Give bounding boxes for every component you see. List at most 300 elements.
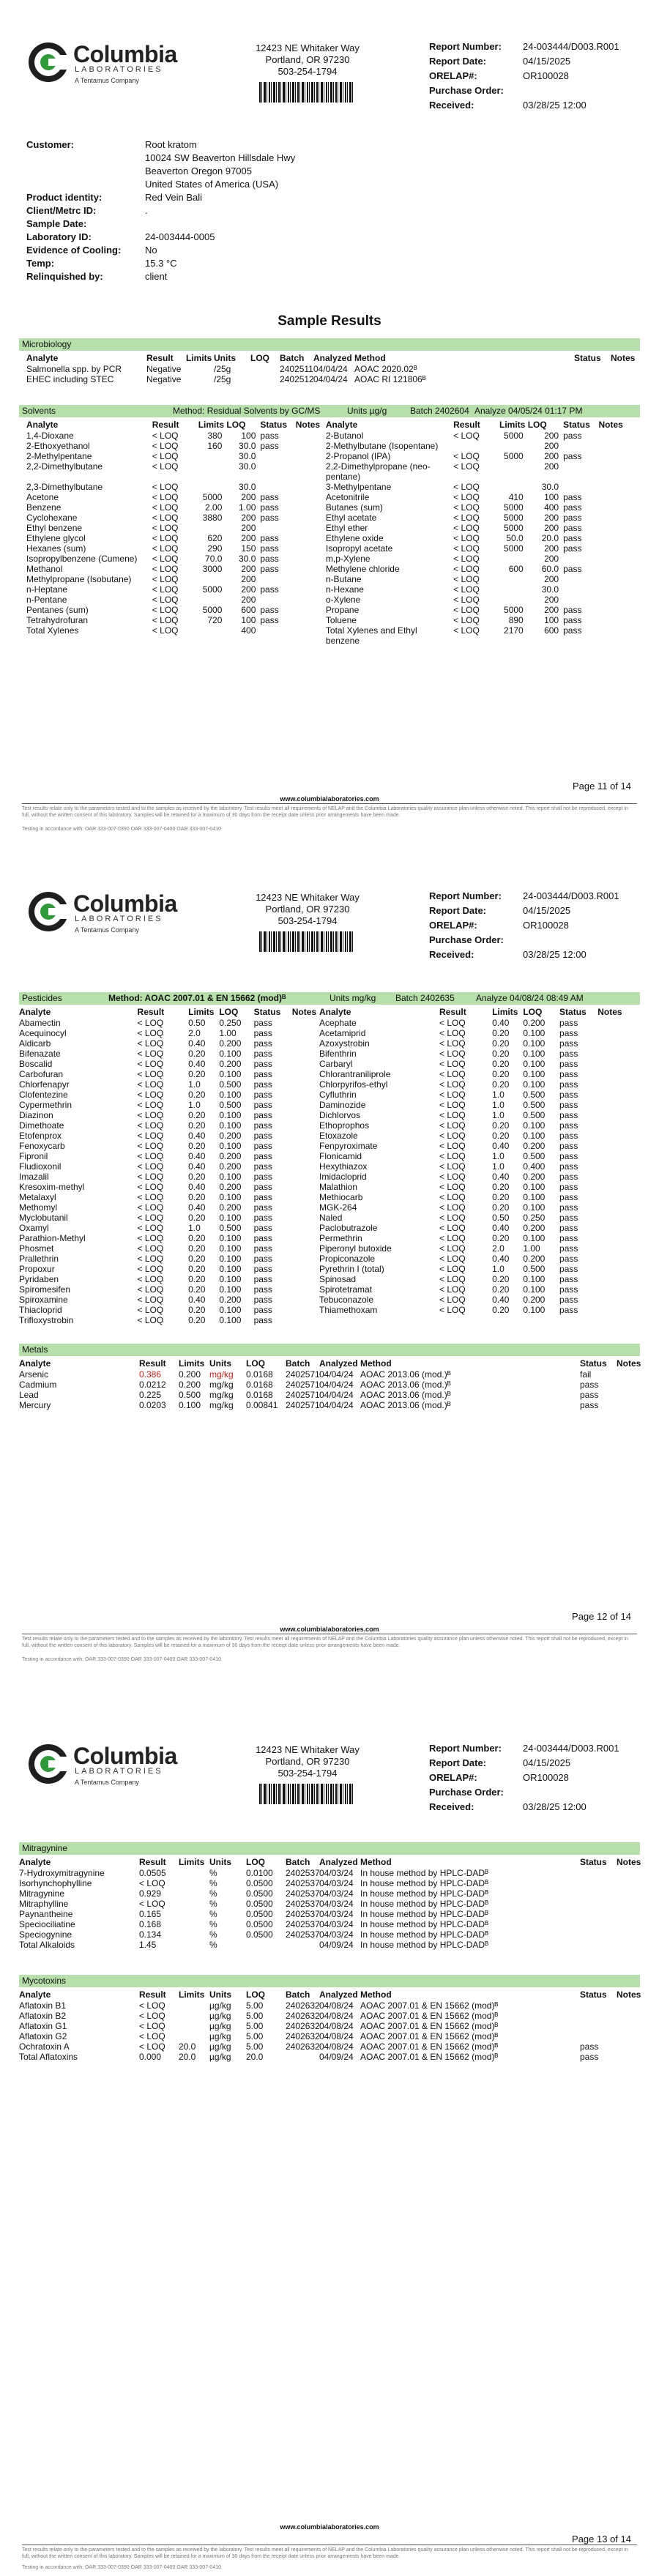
table-cell: 0.100: [523, 1284, 546, 1295]
table-cell: [573, 374, 609, 384]
table-cell: 0.500: [523, 1264, 546, 1274]
table-cell: Ethylene glycol: [26, 533, 86, 543]
customer-info: [26, 139, 627, 284]
column-header: Batch: [280, 353, 305, 363]
table-cell: pass: [260, 605, 279, 615]
address-line2: Portland, OR 97230: [265, 1756, 350, 1767]
table-cell: 2402571: [286, 1369, 320, 1380]
table-cell: < LOQ: [453, 492, 480, 502]
table-cell: < LOQ: [152, 625, 179, 636]
table-cell: 0.100: [523, 1059, 546, 1069]
table-cell: < LOQ: [137, 1284, 164, 1295]
table-row: [25, 543, 633, 554]
customer-field-label: Evidence of Cooling:: [26, 245, 122, 256]
table-row: [25, 574, 633, 584]
table-cell: pass: [580, 1380, 599, 1390]
solvents-table: [25, 419, 633, 646]
table-cell: 0.500: [523, 1110, 546, 1120]
table-cell: 400: [544, 502, 559, 513]
received: 03/28/25 12:00: [523, 949, 587, 960]
table-cell: < LOQ: [439, 1284, 466, 1295]
table-cell: 0.20: [492, 1233, 510, 1243]
table-row: [18, 1390, 633, 1400]
table-cell: [562, 441, 597, 451]
table-row: [18, 1868, 633, 1878]
table-cell: 2402571: [286, 1380, 320, 1390]
table-cell: pass: [253, 1202, 272, 1213]
table-cell: Isopropyl acetate: [325, 543, 393, 554]
table-cell: mg/kg: [209, 1400, 234, 1410]
table-cell: 0.20: [188, 1243, 206, 1254]
table-cell: 0.100: [219, 1233, 242, 1243]
orelap: OR100028: [523, 1772, 569, 1783]
table-cell: [578, 2011, 615, 2021]
table-cell: Clofentezine: [19, 1090, 68, 1100]
table-cell: [258, 574, 294, 584]
table-cell: < LOQ: [137, 1028, 164, 1038]
table-cell: %: [209, 1919, 217, 1929]
table-row: [25, 492, 633, 502]
table-cell: pass: [559, 1172, 578, 1182]
table-cell: Total Xylenes: [26, 625, 79, 636]
table-cell: Propane: [325, 605, 360, 615]
table-row: [18, 1878, 633, 1888]
table-header-row: [18, 1006, 633, 1018]
report-date: 04/15/2025: [523, 1757, 571, 1768]
table-cell: 1.0: [188, 1079, 201, 1090]
customer-field-label: Product identity:: [26, 192, 103, 203]
table-cell: pass: [559, 1049, 578, 1059]
table-cell: Pentanes (sum): [26, 605, 89, 615]
table-cell: Paynantheine: [19, 1909, 73, 1919]
footer-disclaimer: Test results relate only to the parameters tested and to the samples as received by the laboratory. Test results meet all requirements of NELAP and the Columbia Laboratories quality assurance plan unless otherwise noted. This report shall not be reproduced, except in full, without the written consent of this laboratory. Samples will be retained for a maximum of 30 days from the receipt date unless prior arrangements have been made.: [22, 806, 628, 818]
table-cell: fail: [580, 1369, 592, 1380]
table-cell: 0.40: [492, 1141, 510, 1151]
page-header: [0, 1702, 659, 1841]
table-cell: Aflatoxin B1: [19, 2000, 67, 2011]
table-row: [18, 1295, 633, 1305]
table-cell: [578, 2021, 615, 2031]
table-cell: Acetamiprid: [319, 1028, 366, 1038]
table-row: [18, 1315, 633, 1325]
table-cell: In house method by HPLC-DADᴮ: [360, 1899, 489, 1909]
table-cell: [562, 595, 597, 605]
table-cell: < LOQ: [137, 1172, 164, 1182]
table-cell: [291, 1223, 318, 1233]
table-cell: [177, 2031, 208, 2041]
table-row: [25, 595, 633, 605]
column-header: Analyzed: [319, 1857, 358, 1867]
table-cell: 0.20: [188, 1264, 206, 1274]
table-cell: 200: [544, 441, 559, 451]
mitragynine-label: Mitragynine: [22, 1843, 68, 1853]
table-cell: [596, 1254, 633, 1264]
table-cell: [597, 574, 633, 584]
column-header: LOQ: [250, 353, 269, 363]
table-cell: < LOQ: [439, 1018, 466, 1028]
table-cell: pass: [253, 1038, 272, 1049]
table-cell: 1.00: [219, 1028, 237, 1038]
table-cell: 0.20: [188, 1284, 206, 1295]
table-cell: 30.0: [541, 584, 559, 595]
table-cell: < LOQ: [439, 1182, 466, 1192]
table-cell: Fludioxonil: [19, 1161, 62, 1172]
table-cell: 2402537: [286, 1878, 320, 1888]
footer-url: www.columbialaboratories.com: [280, 2523, 379, 2531]
table-cell: < LOQ: [453, 595, 480, 605]
table-cell: Total Xylenes and Ethyl benzene: [325, 625, 417, 646]
table-cell: Kresoxim-methyl: [19, 1182, 85, 1192]
table-cell: Fipronil: [19, 1151, 48, 1161]
table-cell: 200: [241, 523, 256, 533]
table-cell: pass: [253, 1059, 272, 1069]
table-cell: 50.0: [506, 533, 524, 543]
table-cell: pass: [253, 1161, 272, 1172]
table-cell: pass: [260, 615, 279, 625]
table-cell: [498, 482, 526, 492]
table-cell: 0.200: [219, 1131, 242, 1141]
table-cell: Tebuconazole: [319, 1295, 374, 1305]
table-cell: pass: [559, 1120, 578, 1131]
table-cell: Aflatoxin G2: [19, 2031, 67, 2041]
table-cell: < LOQ: [137, 1243, 164, 1254]
table-cell: Ethyl benzene: [26, 523, 83, 533]
table-cell: %: [209, 1909, 217, 1919]
table-cell: 0.200: [523, 1172, 546, 1182]
table-cell: 2402512: [280, 374, 314, 384]
table-cell: [291, 1120, 318, 1131]
table-cell: pass: [559, 1284, 578, 1295]
page-header: [0, 849, 659, 989]
table-cell: 0.20: [188, 1049, 206, 1059]
lab-address: [242, 1744, 373, 1779]
pesticides-label: Pesticides: [22, 993, 62, 1003]
table-cell: Abamectin: [19, 1018, 61, 1028]
table-cell: pass: [260, 492, 279, 502]
table-cell: [258, 482, 294, 492]
table-cell: 0.386: [139, 1369, 162, 1380]
table-cell: 0.200: [219, 1295, 242, 1305]
table-cell: 0.20: [492, 1028, 510, 1038]
table-cell: [596, 1100, 633, 1110]
column-header: Status: [260, 420, 288, 430]
table-cell: 0.20: [188, 1213, 206, 1223]
table-cell: µg/kg: [209, 2031, 231, 2041]
table-cell: 600: [508, 564, 524, 574]
table-cell: 0.40: [492, 1172, 510, 1182]
table-cell: 5000: [504, 513, 524, 523]
po-label: Purchase Order:: [429, 934, 504, 945]
table-cell: [291, 1295, 318, 1305]
table-cell: < LOQ: [439, 1049, 466, 1059]
table-cell: [498, 584, 526, 595]
table-cell: [258, 595, 294, 605]
table-cell: 04/04/24: [319, 1390, 354, 1400]
table-cell: [291, 1049, 318, 1059]
table-cell: [596, 1131, 633, 1141]
table-cell: < LOQ: [439, 1038, 466, 1049]
table-cell: 0.100: [523, 1192, 546, 1202]
table-cell: Phosmet: [19, 1243, 54, 1254]
table-cell: < LOQ: [453, 461, 480, 472]
table-cell: 5000: [504, 502, 524, 513]
table-cell: [197, 461, 226, 482]
table-cell: pass: [563, 513, 582, 523]
table-cell: < LOQ: [152, 523, 179, 533]
table-cell: < LOQ: [453, 451, 480, 461]
table-cell: [491, 1315, 521, 1325]
table-cell: [597, 502, 633, 513]
table-cell: 0.20: [188, 1192, 206, 1202]
table-cell: [498, 554, 526, 564]
table-cell: [291, 1264, 318, 1274]
table-cell: < LOQ: [439, 1172, 466, 1182]
table-cell: 0.40: [188, 1161, 206, 1172]
table-cell: 0.40: [188, 1182, 206, 1192]
customer-field-label: Temp:: [26, 258, 55, 269]
table-cell: [596, 1264, 633, 1274]
table-cell: [291, 1243, 318, 1254]
table-cell: Imazalil: [19, 1172, 49, 1182]
received: 03/28/25 12:00: [523, 100, 587, 111]
table-row: [25, 374, 633, 384]
table-cell: 0.200: [219, 1202, 242, 1213]
table-row: [18, 1899, 633, 1909]
table-cell: 5000: [504, 431, 524, 441]
table-row: [18, 2011, 633, 2021]
table-cell: < LOQ: [137, 1090, 164, 1100]
table-row: [25, 482, 633, 492]
table-cell: Fenoxycarb: [19, 1141, 65, 1151]
orelap: OR100028: [523, 70, 569, 81]
table-cell: 0.100: [523, 1182, 546, 1192]
table-row: [25, 513, 633, 523]
mycotoxins-band: [19, 1975, 640, 1987]
table-cell: 0.200: [179, 1369, 201, 1380]
footer-url: www.columbialaboratories.com: [280, 1626, 379, 1633]
table-cell: [578, 1909, 615, 1919]
table-row: [18, 1028, 633, 1038]
report-date: 04/15/2025: [523, 56, 571, 67]
table-cell: 0.200: [219, 1182, 242, 1192]
table-cell: [597, 441, 633, 451]
table-cell: AOAC 2013.06 (mod.)ᴮ: [360, 1400, 451, 1410]
table-cell: 0.0500: [246, 1899, 273, 1909]
table-cell: < LOQ: [137, 1018, 164, 1028]
table-row: [18, 1380, 633, 1390]
table-row: [25, 461, 633, 482]
table-cell: 2.0: [188, 1028, 201, 1038]
table-cell: 0.40: [188, 1151, 206, 1161]
table-cell: 0.200: [219, 1151, 242, 1161]
table-cell: < LOQ: [453, 431, 480, 441]
table-cell: pass: [559, 1243, 578, 1254]
table-cell: 20.0: [541, 533, 559, 543]
table-cell: Parathion-Methyl: [19, 1233, 86, 1243]
address-line2: Portland, OR 97230: [265, 54, 350, 65]
table-cell: < LOQ: [439, 1264, 466, 1274]
table-cell: 0.0168: [246, 1369, 273, 1380]
table-cell: [596, 1284, 633, 1295]
table-cell: 0.500: [219, 1079, 242, 1090]
table-cell: [596, 1090, 633, 1100]
table-cell: 0.100: [219, 1090, 242, 1100]
table-cell: [596, 1120, 633, 1131]
column-header: Method: [360, 1358, 392, 1369]
table-cell: In house method by HPLC-DADᴮ: [360, 1909, 489, 1919]
report-number-label: Report Number:: [429, 890, 502, 901]
customer-field-label: Customer:: [26, 139, 75, 150]
report-page-12: [0, 858, 659, 1716]
table-cell: pass: [559, 1264, 578, 1274]
column-header: Limits: [198, 420, 225, 430]
table-cell: 04/03/24: [319, 1909, 354, 1919]
table-cell: 0.100: [523, 1274, 546, 1284]
table-cell: Carbaryl: [319, 1059, 353, 1069]
table-cell: pass: [253, 1151, 272, 1161]
mycotoxins-label: Mycotoxins: [22, 1976, 67, 1986]
table-cell: pass: [260, 584, 279, 595]
sample-results-title: Sample Results: [278, 313, 381, 329]
table-cell: Spiromesifen: [19, 1284, 71, 1295]
table-cell: /25g: [214, 364, 231, 374]
table-cell: pass: [559, 1182, 578, 1192]
table-cell: pass: [559, 1192, 578, 1202]
table-cell: µg/kg: [209, 2041, 231, 2052]
table-cell: pass: [559, 1161, 578, 1172]
company-logo: [26, 1742, 177, 1793]
table-cell: [596, 1295, 633, 1305]
table-cell: < LOQ: [453, 605, 480, 615]
table-cell: 0.20: [492, 1202, 510, 1213]
customer-row: [26, 179, 627, 192]
table-cell: < LOQ: [439, 1223, 466, 1233]
table-cell: [597, 615, 633, 625]
table-cell: [558, 1315, 596, 1325]
column-header: Notes: [597, 1007, 622, 1017]
table-cell: [291, 1079, 318, 1090]
table-cell: < LOQ: [137, 1213, 164, 1223]
table-cell: [294, 584, 324, 595]
report-page-13: [0, 1716, 659, 2575]
table-cell: 20.0: [179, 2052, 196, 2062]
table-cell: < LOQ: [439, 1305, 466, 1315]
column-header: Analyte: [319, 1007, 351, 1017]
table-cell: < LOQ: [439, 1202, 466, 1213]
column-header: Limits: [179, 1857, 205, 1867]
table-cell: < LOQ: [139, 2041, 165, 2052]
table-cell: 2,2-Dimethylpropane (neo-pentane): [325, 461, 431, 482]
table-cell: [615, 2041, 633, 2052]
table-cell: [597, 584, 633, 595]
table-row: [18, 1940, 633, 1950]
table-cell: pass: [253, 1315, 272, 1325]
table-cell: 04/03/24: [319, 1868, 354, 1878]
table-cell: 0.225: [139, 1390, 162, 1400]
columbia-logo-icon: [26, 1742, 70, 1786]
table-cell: %: [209, 1888, 217, 1899]
table-cell: Ethyl acetate: [325, 513, 377, 523]
table-cell: 0.0168: [246, 1390, 273, 1400]
table-row: [25, 441, 633, 451]
table-cell: %: [209, 1868, 217, 1878]
po-label: Purchase Order:: [429, 1787, 504, 1798]
table-cell: pass: [559, 1141, 578, 1151]
table-cell: < LOQ: [137, 1049, 164, 1059]
table-cell: AOAC 2007.01 & EN 15662 (mod)ᴮ: [360, 2041, 499, 2052]
table-cell: [615, 1888, 633, 1899]
report-date-label: Report Date:: [429, 905, 487, 916]
table-cell: [596, 1223, 633, 1233]
table-cell: pass: [559, 1038, 578, 1049]
table-cell: pass: [253, 1274, 272, 1284]
table-cell: Mitraphylline: [19, 1899, 69, 1909]
table-cell: [615, 2011, 633, 2021]
table-cell: Acetone: [26, 492, 59, 502]
table-cell: [291, 1069, 318, 1079]
address-line1: 12423 NE Whitaker Way: [256, 1744, 360, 1755]
table-cell: 70.0: [205, 554, 223, 564]
table-cell: < LOQ: [137, 1295, 164, 1305]
table-cell: Total Alkaloids: [19, 1940, 75, 1950]
table-cell: [294, 605, 324, 615]
table-cell: [578, 2000, 615, 2011]
table-cell: 0.0100: [246, 1868, 273, 1878]
table-cell: Diazinon: [19, 1110, 53, 1120]
table-cell: pass: [253, 1223, 272, 1233]
column-header: Result: [139, 1857, 166, 1867]
table-cell: Cyclohexane: [26, 513, 78, 523]
table-cell: Fenpyroximate: [319, 1141, 378, 1151]
table-cell: 160: [207, 441, 223, 451]
column-header: Status: [580, 1358, 607, 1369]
table-cell: 2402632: [286, 2031, 320, 2041]
table-cell: 380: [207, 431, 223, 441]
table-cell: pass: [253, 1284, 272, 1295]
table-cell: [596, 1151, 633, 1161]
table-row: [18, 2052, 633, 2062]
table-cell: [197, 625, 226, 646]
table-cell: Benzene: [26, 502, 62, 513]
table-cell: [578, 1868, 615, 1878]
table-cell: < LOQ: [453, 615, 480, 625]
table-cell: < LOQ: [152, 492, 179, 502]
table-cell: In house method by HPLC-DADᴮ: [360, 1929, 489, 1940]
table-cell: pass: [260, 431, 279, 441]
company-logo: [26, 890, 177, 941]
table-cell: pass: [580, 2052, 599, 2062]
table-cell: < LOQ: [453, 554, 480, 564]
table-cell: [291, 1018, 318, 1028]
table-cell: [498, 574, 526, 584]
report-date: 04/15/2025: [523, 905, 571, 916]
table-cell: 0.100: [219, 1213, 242, 1223]
customer-row: [26, 192, 627, 205]
table-cell: pass: [559, 1131, 578, 1141]
table-cell: < LOQ: [137, 1161, 164, 1172]
table-cell: pass: [260, 554, 279, 564]
table-cell: 600: [241, 605, 256, 615]
table-row: [25, 431, 633, 441]
address-line2: Portland, OR 97230: [265, 904, 350, 915]
page-header: [0, 0, 659, 139]
table-cell: 0.100: [523, 1305, 546, 1315]
table-cell: pass: [559, 1028, 578, 1038]
column-header: LOQ: [523, 1007, 543, 1017]
customer-row: [26, 245, 627, 258]
table-cell: [452, 441, 498, 451]
table-cell: Acephate: [319, 1018, 357, 1028]
